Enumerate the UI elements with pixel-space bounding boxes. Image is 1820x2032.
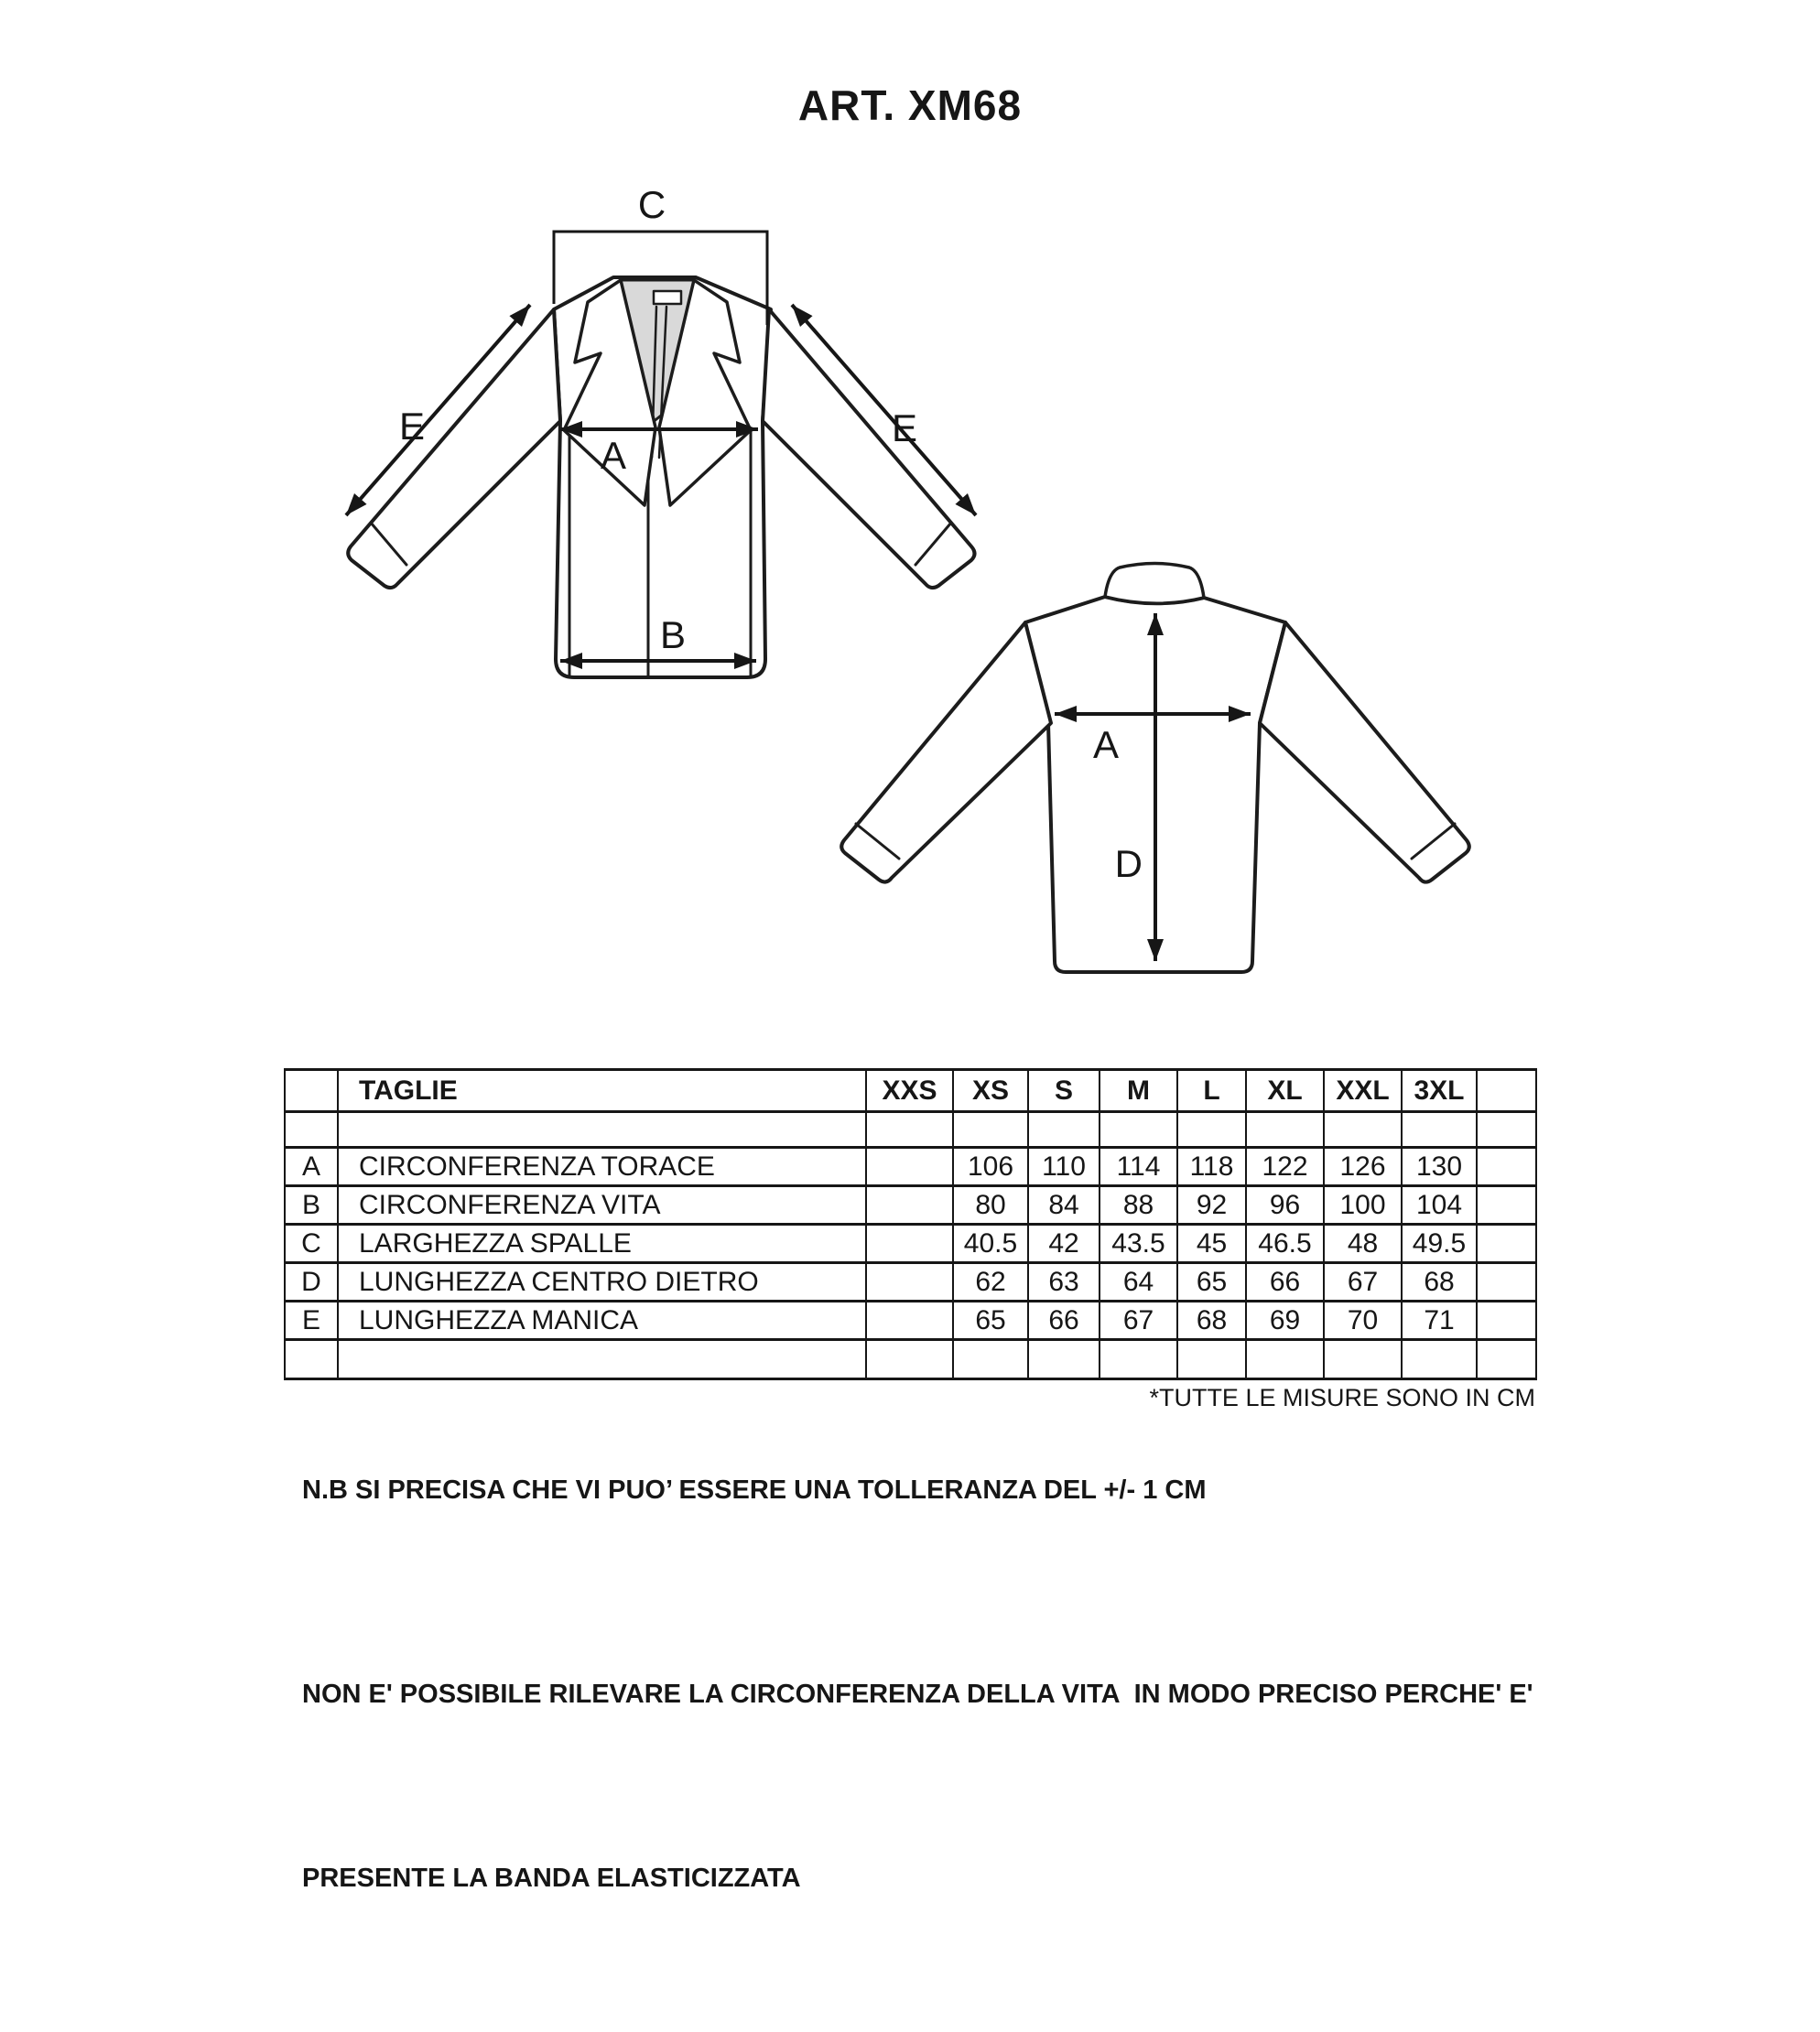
- cell-value: [866, 1148, 953, 1186]
- trailing-cell: [1477, 1225, 1536, 1263]
- cell-value: 66: [1028, 1302, 1100, 1340]
- table-row-b: [285, 1186, 1536, 1225]
- cell-value: 88: [1100, 1186, 1177, 1225]
- cell-value: 114: [1100, 1148, 1177, 1186]
- cell-value: 66: [1246, 1263, 1324, 1302]
- cell-value: [866, 1225, 953, 1263]
- label-a-back: A: [1092, 723, 1120, 766]
- cell-value: 65: [1177, 1263, 1246, 1302]
- table-header-row: [285, 1070, 1536, 1112]
- cell-value: 49.5: [1402, 1225, 1477, 1263]
- front-right-sleeve: [763, 309, 975, 588]
- label-b-front: B: [659, 613, 687, 656]
- cell-value: 71: [1402, 1302, 1477, 1340]
- row-label: CIRCONFERENZA TORACE: [338, 1148, 866, 1186]
- row-letter: E: [285, 1302, 338, 1340]
- row-label: LUNGHEZZA CENTRO DIETRO: [338, 1263, 866, 1302]
- cell-value: 92: [1177, 1186, 1246, 1225]
- header-size-s: S: [1028, 1070, 1100, 1112]
- back-left-sleeve: [841, 622, 1051, 882]
- cell-value: 68: [1177, 1302, 1246, 1340]
- waist-note-line2: PRESENTE LA BANDA ELASTICIZZATA: [302, 1864, 801, 1893]
- tolerance-note: N.B SI PRECISA CHE VI PUO’ ESSERE UNA TOLLERANZA DEL +/- 1 CM: [302, 1475, 1207, 1505]
- cell-value: 100: [1324, 1186, 1402, 1225]
- cell-value: 42: [1028, 1225, 1100, 1263]
- header-size-m: M: [1100, 1070, 1177, 1112]
- cell-value: 67: [1324, 1263, 1402, 1302]
- cell-value: 106: [953, 1148, 1028, 1186]
- back-collar: [1105, 564, 1204, 604]
- size-diagram: [256, 146, 1556, 1043]
- table-row-e: [285, 1302, 1536, 1340]
- row-letter: A: [285, 1148, 338, 1186]
- header-size-xxs: XXS: [866, 1070, 953, 1112]
- cell-value: 118: [1177, 1148, 1246, 1186]
- cell-value: 43.5: [1100, 1225, 1177, 1263]
- table-row-d: [285, 1263, 1536, 1302]
- corner-cell: [285, 1070, 338, 1112]
- cell-value: [866, 1263, 953, 1302]
- front-left-sleeve: [348, 309, 560, 588]
- label-e-right: E: [891, 406, 918, 449]
- cell-value: 122: [1246, 1148, 1324, 1186]
- cell-value: 68: [1402, 1263, 1477, 1302]
- size-table: [284, 1068, 1537, 1380]
- trailing-cell: [1477, 1302, 1536, 1340]
- waist-note: [302, 1541, 1533, 2032]
- cell-value: 84: [1028, 1186, 1100, 1225]
- row-label: LARGHEZZA SPALLE: [338, 1225, 866, 1263]
- row-label: CIRCONFERENZA VITA: [338, 1186, 866, 1225]
- cell-value: 63: [1028, 1263, 1100, 1302]
- trailing-cell: [1477, 1263, 1536, 1302]
- trailing-cell: [1477, 1186, 1536, 1225]
- header-taglie: TAGLIE: [338, 1070, 866, 1112]
- cell-value: 126: [1324, 1148, 1402, 1186]
- collar-tag: [654, 291, 681, 304]
- cell-value: 110: [1028, 1148, 1100, 1186]
- cell-value: 130: [1402, 1148, 1477, 1186]
- cell-value: 62: [953, 1263, 1028, 1302]
- cell-value: 64: [1100, 1263, 1177, 1302]
- units-footnote: *TUTTE LE MISURE SONO IN CM: [1149, 1384, 1535, 1411]
- cell-value: [866, 1186, 953, 1225]
- page-title: ART. XM68: [797, 81, 1023, 129]
- header-size-l: L: [1177, 1070, 1246, 1112]
- cell-value: 96: [1246, 1186, 1324, 1225]
- cell-value: 40.5: [953, 1225, 1028, 1263]
- cell-value: [866, 1302, 953, 1340]
- jacket-diagram-svg: [256, 146, 1556, 1043]
- cell-value: 67: [1100, 1302, 1177, 1340]
- trailing-cell: [1477, 1070, 1536, 1112]
- cell-value: 48: [1324, 1225, 1402, 1263]
- row-label: LUNGHEZZA MANICA: [338, 1302, 866, 1340]
- table-row-c: [285, 1225, 1536, 1263]
- cell-value: 69: [1246, 1302, 1324, 1340]
- cell-value: 45: [1177, 1225, 1246, 1263]
- back-right-sleeve: [1260, 622, 1469, 882]
- label-d: D: [1114, 842, 1143, 885]
- label-a-front: A: [600, 434, 627, 477]
- header-size-xxl: XXL: [1324, 1070, 1402, 1112]
- table-row-a: [285, 1148, 1536, 1186]
- label-c: C: [637, 183, 666, 226]
- cell-value: 70: [1324, 1302, 1402, 1340]
- header-size-xl: XL: [1246, 1070, 1324, 1112]
- row-letter: D: [285, 1263, 338, 1302]
- cell-value: 46.5: [1246, 1225, 1324, 1263]
- label-e-left: E: [398, 405, 426, 448]
- cell-value: 65: [953, 1302, 1028, 1340]
- spacer-row: [285, 1112, 1536, 1148]
- row-letter: C: [285, 1225, 338, 1263]
- spacer-row: [285, 1340, 1536, 1379]
- waist-note-line1: NON E' POSSIBILE RILEVARE LA CIRCONFERENZA DELLA VITA IN MODO PRECISO PERCHE' E': [302, 1680, 1533, 1709]
- header-size-3xl: 3XL: [1402, 1070, 1477, 1112]
- row-letter: B: [285, 1186, 338, 1225]
- trailing-cell: [1477, 1148, 1536, 1186]
- header-size-xs: XS: [953, 1070, 1028, 1112]
- cell-value: 80: [953, 1186, 1028, 1225]
- cell-value: 104: [1402, 1186, 1477, 1225]
